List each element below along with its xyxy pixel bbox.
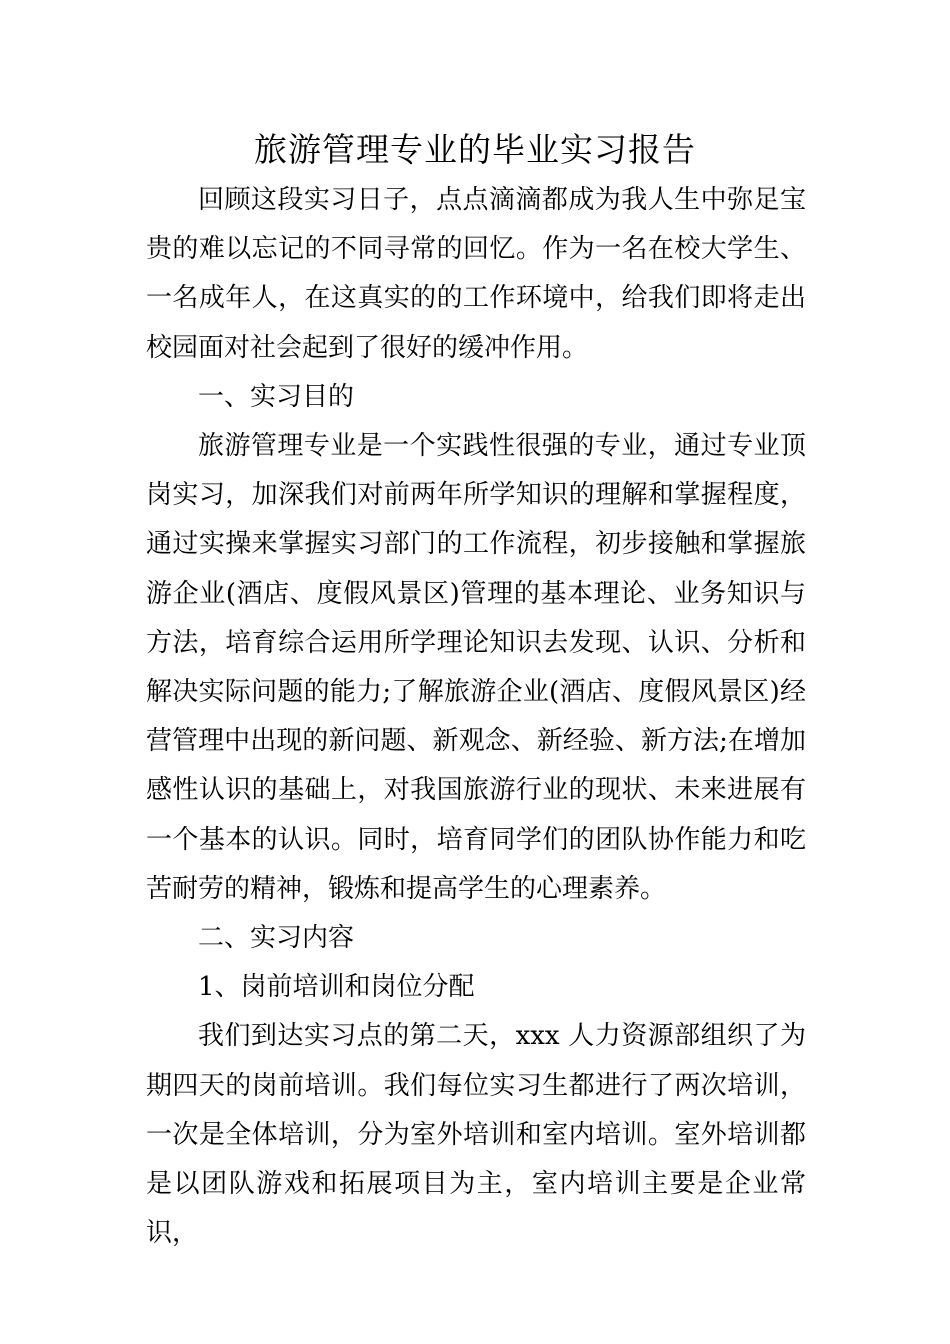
paragraph-purpose: 旅游管理专业是一个实践性很强的专业，通过专业顶岗实习，加深我们对前两年所学知识的理解和掌握程度，通过实操来掌握实习部门的工作流程，初步接触和掌握旅游企业(酒店、度假风景区)管理的基本理论、业务知识与方法，培育综合运用所学理论知识去发现、认识、分析和解决实际问题的能力;了解旅游企业(酒店、度假风景区)经营管理中出现的新问题、新观念、新经验、新方法;在增加感性认识的基础上，对我国旅游行业的现状、未来进展有一个基本的认识。同时，培育同学们的团队协作能力和吃苦耐劳的精神，锻炼和提高学生的心理素养。 xyxy=(146,431,806,904)
section-heading-content: 二、实习内容 xyxy=(198,923,355,954)
section-heading-purpose: 一、实习目的 xyxy=(198,381,355,412)
subsection-heading-training: 1、岗前培训和岗位分配 xyxy=(198,972,475,1003)
paragraph-training: 我们到达实习点的第二天，xxx 人力资源部组织了为期四天的岗前培训。我们每位实习生都进行了两次培训，一次是全体培训，分为室外培训和室内培训。室外培训都是以团队游戏和拓展项目为主，室内培训主要是企业常识， xyxy=(146,1021,806,1249)
document-body xyxy=(146,176,806,1258)
document-title: 旅游管理专业的毕业实习报告 xyxy=(254,130,696,169)
paragraph-intro: 回顾这段实习日子，点点滴滴都成为我人生中弥足宝贵的难以忘记的不同寻常的回忆。作为一名在校大学生、一名成年人，在这真实的的工作环境中，给我们即将走出校园面对社会起到了很好的缓冲作用。 xyxy=(146,185,806,363)
